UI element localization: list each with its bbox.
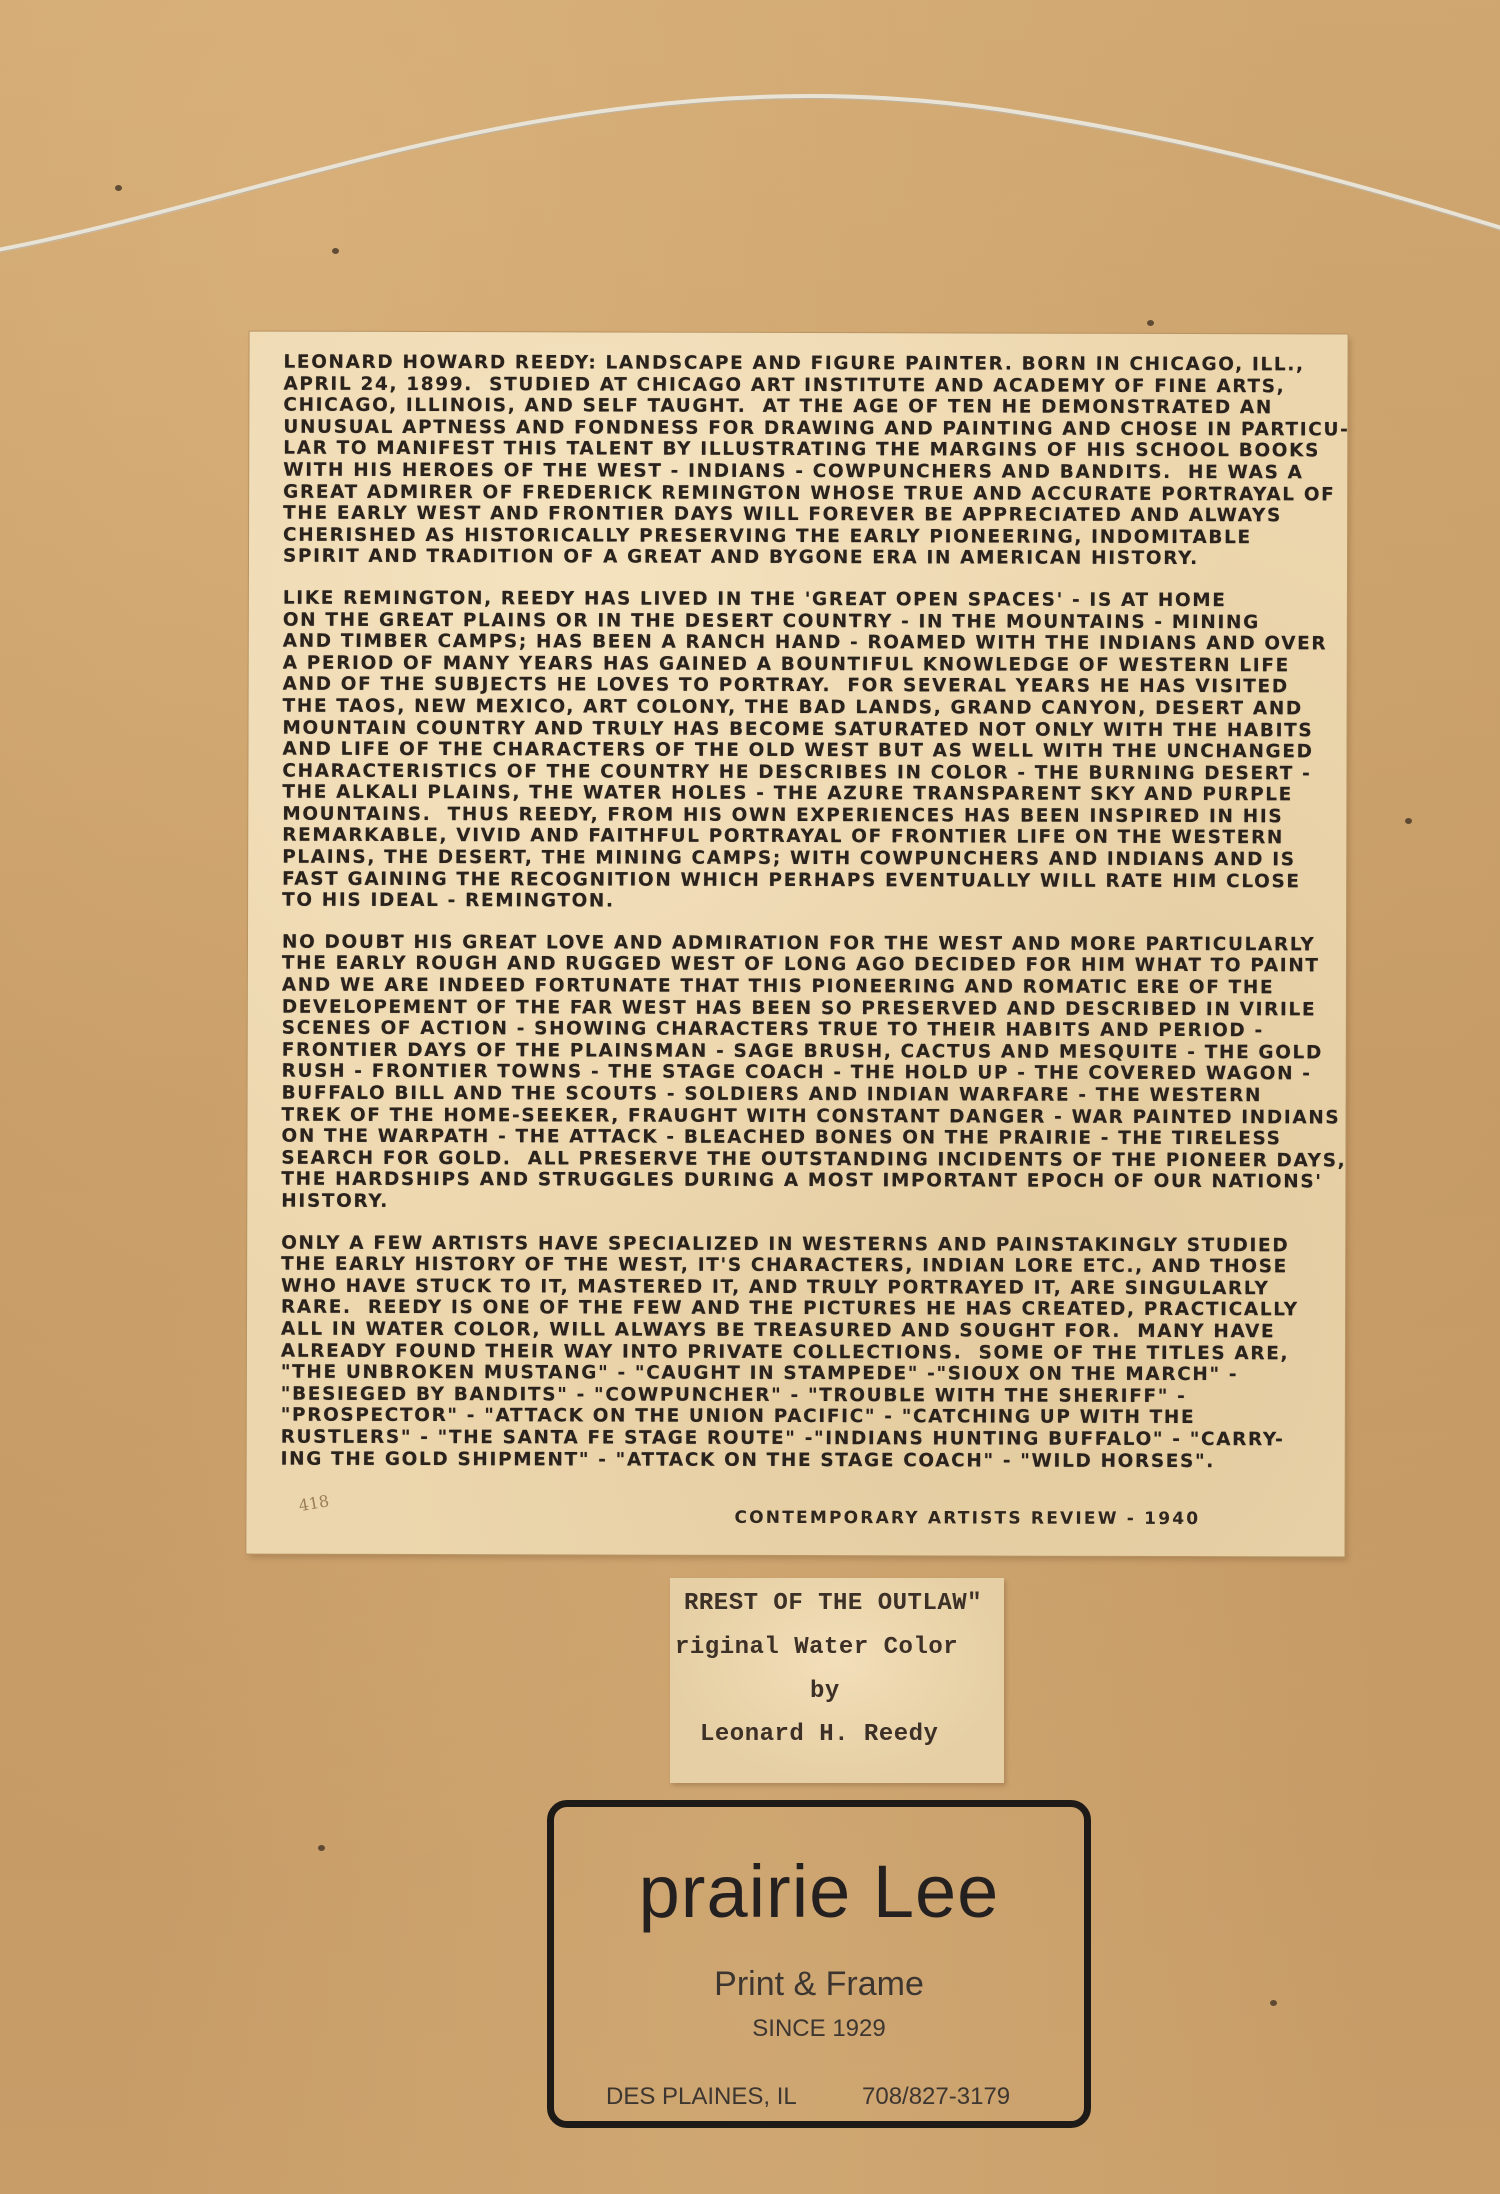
framer-city: DES PLAINES, IL: [606, 2083, 797, 2110]
artwork-artist: Leonard H. Reedy: [700, 1721, 939, 1748]
biography-paragraph-4: ONLY A FEW ARTISTS HAVE SPECIALIZED IN WESTERNS AND PAINSTAKINGLY STUDIED THE EARLY HISTORY OF THE WEST, IT'S CHARACTERS, INDIAN LORE ETC., AND THOSE WHO HAVE STUCK TO IT, MASTERED IT, AND TRULY PORTRAYED IT, ARE SINGULARLY RARE. REEDY IS ONE OF THE FEW AND THE PICTURES HE HAS CREATED, PRACTICALLY ALL IN WATER COLOR, WILL ALWAYS BE TREASURED AND SOUGHT FOR. MANY HAVE ALREADY FOUND THEIR WAY INTO PRIVATE COLLECTIONS. SOME OF THE TITLES ARE, "THE UNBROKEN MUSTANG" - "CAUGHT IN STAMPEDE" -"SIOUX ON THE MARCH" - "BESIEGED BY BANDITS" - "COWPUNCHER" - "TROUBLE WITH THE SHERIFF" - "PROSPECTOR" - "ATTACK ON THE UNION PACIFIC" - "CATCHING UP WITH THE RUSTLERS" - "THE SANTA FE STAGE ROUTE" -"INDIANS HUNTING BUFFALO" - "CARRY- ING THE GOLD SHIPMENT" - "ATTACK ON THE STAGE COACH" - "WILD HORSES".: [280, 1232, 1299, 1472]
framer-stamp: [547, 1800, 1091, 2128]
biography-paragraph-3: NO DOUBT HIS GREAT LOVE AND ADMIRATION FOR THE WEST AND MORE PARTICULARLY THE EARLY ROUGH AND RUGGED WEST OF LONG AGO DECIDED FOR HIM WHAT TO PAINT AND WE ARE INDEED FORTUNATE THAT THIS PIONEERING AND ROMATIC ERE OF THE DEVELOPEMENT OF THE FAR WEST HAS BEEN SO PRESERVED AND DESCRIBED IN VIRILE SCENES OF ACTION - SHOWING CHARACTERS TRUE TO THEIR HABITS AND PERIOD - FRONTIER DAYS OF THE PLAINSMAN - SAGE BRUSH, CACTUS AND MESQUITE - THE GOLD RUSH - FRONTIER TOWNS - THE STAGE COACH - THE HOLD UP - THE COVERED WAGON - BUFFALO BILL AND THE SCOUTS - SOLDIERS AND INDIAN WARFARE - THE WESTERN TREK OF THE HOME-SEEKER, FRAUGHT WITH CONSTANT DANGER - WAR PAINTED INDIANS ON THE WARPATH - THE ATTACK - BLEACHED BONES ON THE PRAIRIE - THE TIRELESS SEARCH FOR GOLD. ALL PRESERVE THE OUTSTANDING INCIDENTS OF THE PIONEER DAYS, THE HARDSHIPS AND STRUGGLES DURING A MOST IMPORTANT EPOCH OF OUR NATIONS' HISTORY.: [281, 931, 1347, 1212]
artwork-medium: riginal Water Color: [675, 1634, 959, 1661]
paper-speck: [318, 1845, 325, 1851]
paper-speck: [1147, 320, 1154, 326]
framer-phone: 708/827-3179: [862, 2083, 1011, 2110]
biography-paragraph-2: LIKE REMINGTON, REEDY HAS LIVED IN THE 'GREAT OPEN SPACES' - IS AT HOME ON THE GREAT PLAINS OR IN THE DESERT COUNTRY - IN THE MOUNTAINS - MINING AND TIMBER CAMPS; HAS BEEN A RANCH HAND - ROAMED WITH THE INDIANS AND OVER A PERIOD OF MANY YEARS HAS GAINED A BOUNTIFUL KNOWLEDGE OF WESTERN LIFE AND OF THE SUBJECTS HE LOVES TO PORTRAY. FOR SEVERAL YEARS HE HAS VISITED THE TAOS, NEW MEXICO, ART COLONY, THE BAD LANDS, GRAND CANYON, DESERT AND MOUNTAIN COUNTRY AND TRULY HAS BECOME SATURATED NOT ONLY WITH THE HABITS AND LIFE OF THE CHARACTERS OF THE OLD WEST BUT AS WELL WITH THE UNCHANGED CHARACTERISTICS OF THE COUNTRY HE DESCRIBES IN COLOR - THE BURNING DESERT - THE ALKALI PLAINS, THE WATER HOLES - THE AZURE TRANSPARENT SKY AND PURPLE MOUNTAINS. THUS REEDY, FROM HIS OWN EXPERIENCES HAS BEEN INSPIRED IN HIS REMARKABLE, VIVID AND FAITHFUL PORTRAYAL OF FRONTIER LIFE ON THE WESTERN PLAINS, THE DESERT, THE MINING CAMPS; WITH COWPUNCHERS AND INDIANS AND IS FAST GAINING THE RECOGNITION WHICH PERHAPS EVENTUALLY WILL RATE HIM CLOSE TO HIS IDEAL - REMINGTON.: [282, 587, 1328, 912]
framer-logo: prairie Lee: [638, 1850, 1000, 1933]
paper-speck: [1405, 818, 1412, 824]
framer-since: SINCE 1929: [752, 2015, 886, 2042]
pencil-inventory-number: 418: [297, 1491, 331, 1516]
paper-speck: [332, 248, 339, 254]
paper-speck: [115, 185, 122, 191]
clipping-source: CONTEMPORARY ARTISTS REVIEW - 1940: [734, 1507, 1201, 1530]
paper-speck: [1270, 2000, 1277, 2006]
artwork-by: by: [810, 1678, 840, 1705]
hanging-wire: [0, 0, 1500, 300]
artwork-title-label: [670, 1578, 1004, 1783]
biography-paragraph-1: LEONARD HOWARD REEDY: LANDSCAPE AND FIGURE PAINTER. BORN IN CHICAGO, ILL., APRIL 24, 1899. STUDIED AT CHICAGO ART INSTITUTE AND ACADEMY OF FINE ARTS, CHICAGO, ILLINOIS, AND SELF TAUGHT. AT THE AGE OF TEN HE DEMONSTRATED AN UNUSUAL APTNESS AND FONDNESS FOR DRAWING AND PAINTING AND CHOSE IN PARTICU- LAR TO MANIFEST THIS TALENT BY ILLUSTRATING THE MARGINS OF HIS SCHOOL BOOKS WITH HIS HEROES OF THE WEST - INDIANS - COWPUNCHERS AND BANDITS. HE WAS A GREAT ADMIRER OF FREDERICK REMINGTON WHOSE TRUE AND ACCURATE PORTRAYAL OF THE EARLY WEST AND FRONTIER DAYS WILL FOREVER BE APPRECIATED AND ALWAYS CHERISHED AS HISTORICALLY PRESERVING THE EARLY PIONEERING, INDOMITABLE SPIRIT AND TRADITION OF A GREAT AND BYGONE ERA IN AMERICAN HISTORY.: [282, 351, 1350, 570]
biography-clipping: [246, 332, 1350, 1557]
artwork-title: RREST OF THE OUTLAW": [684, 1590, 983, 1617]
framer-tagline: Print & Frame: [714, 1965, 924, 2003]
